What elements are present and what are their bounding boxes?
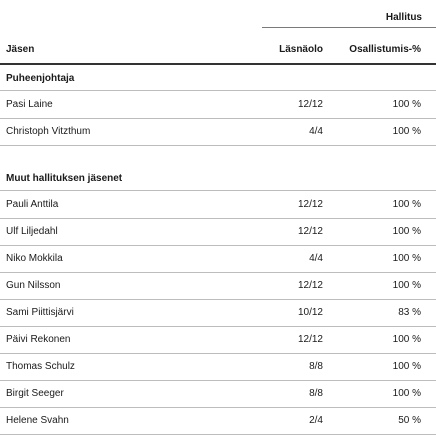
participation-value: 100 %: [392, 388, 421, 399]
member-name: Christoph Vitzthum: [6, 126, 91, 137]
header-row: [0, 36, 436, 63]
group-header: Hallitus: [385, 12, 422, 23]
section-title-chair: Puheenjohtaja: [6, 73, 75, 84]
attendance-value: 4/4: [309, 126, 323, 137]
member-name: Thomas Schulz: [6, 361, 75, 372]
member-name: Päivi Rekonen: [6, 334, 71, 345]
table-row: [0, 245, 436, 272]
member-name: Helene Svahn: [6, 415, 69, 426]
participation-value: 100 %: [392, 280, 421, 291]
participation-value: 100 %: [392, 334, 421, 345]
attendance-value: 10/12: [297, 307, 323, 318]
attendance-value: 4/4: [309, 253, 323, 264]
attendance-value: 8/8: [309, 361, 323, 372]
table-row: [0, 407, 436, 434]
participation-value: 100 %: [392, 126, 421, 137]
participation-value: 100 %: [392, 226, 421, 237]
table-row: [0, 191, 436, 218]
table-row: [0, 118, 436, 145]
table-row: [0, 272, 436, 299]
section-title-other-members: Muut hallituksen jäsenet: [6, 173, 123, 184]
participation-value: 83 %: [398, 307, 421, 318]
table-row: [0, 91, 436, 118]
column-header-attendance: Läsnäolo: [279, 44, 323, 55]
member-name: Pasi Laine: [6, 99, 53, 110]
column-header-member: Jäsen: [6, 44, 35, 55]
divider: [0, 434, 436, 435]
attendance-value: 12/12: [297, 334, 323, 345]
header-divider: [0, 63, 436, 65]
attendance-value: 2/4: [309, 415, 323, 426]
participation-value: 100 %: [392, 199, 421, 210]
participation-value: 100 %: [392, 99, 421, 110]
attendance-value: 12/12: [297, 226, 323, 237]
column-header-participation: Osallistumis-%: [349, 44, 421, 55]
table-row: [0, 218, 436, 245]
table-row: [0, 299, 436, 326]
table-row: [0, 326, 436, 353]
participation-value: 50 %: [398, 415, 421, 426]
member-name: Ulf Liljedahl: [6, 226, 58, 237]
table-row: [0, 380, 436, 407]
member-name: Gun Nilsson: [6, 280, 61, 291]
attendance-value: 12/12: [297, 280, 323, 291]
member-name: Birgit Seeger: [6, 388, 64, 399]
table-row: [0, 353, 436, 380]
member-name: Sami Piittisjärvi: [6, 307, 74, 318]
member-name: Niko Mokkila: [6, 253, 63, 264]
group-header-rule: [262, 27, 436, 28]
member-name: Pauli Anttila: [6, 199, 59, 210]
attendance-value: 12/12: [297, 199, 323, 210]
divider: [0, 145, 436, 146]
participation-value: 100 %: [392, 361, 421, 372]
participation-value: 100 %: [392, 253, 421, 264]
attendance-value: 8/8: [309, 388, 323, 399]
attendance-value: 12/12: [297, 99, 323, 110]
